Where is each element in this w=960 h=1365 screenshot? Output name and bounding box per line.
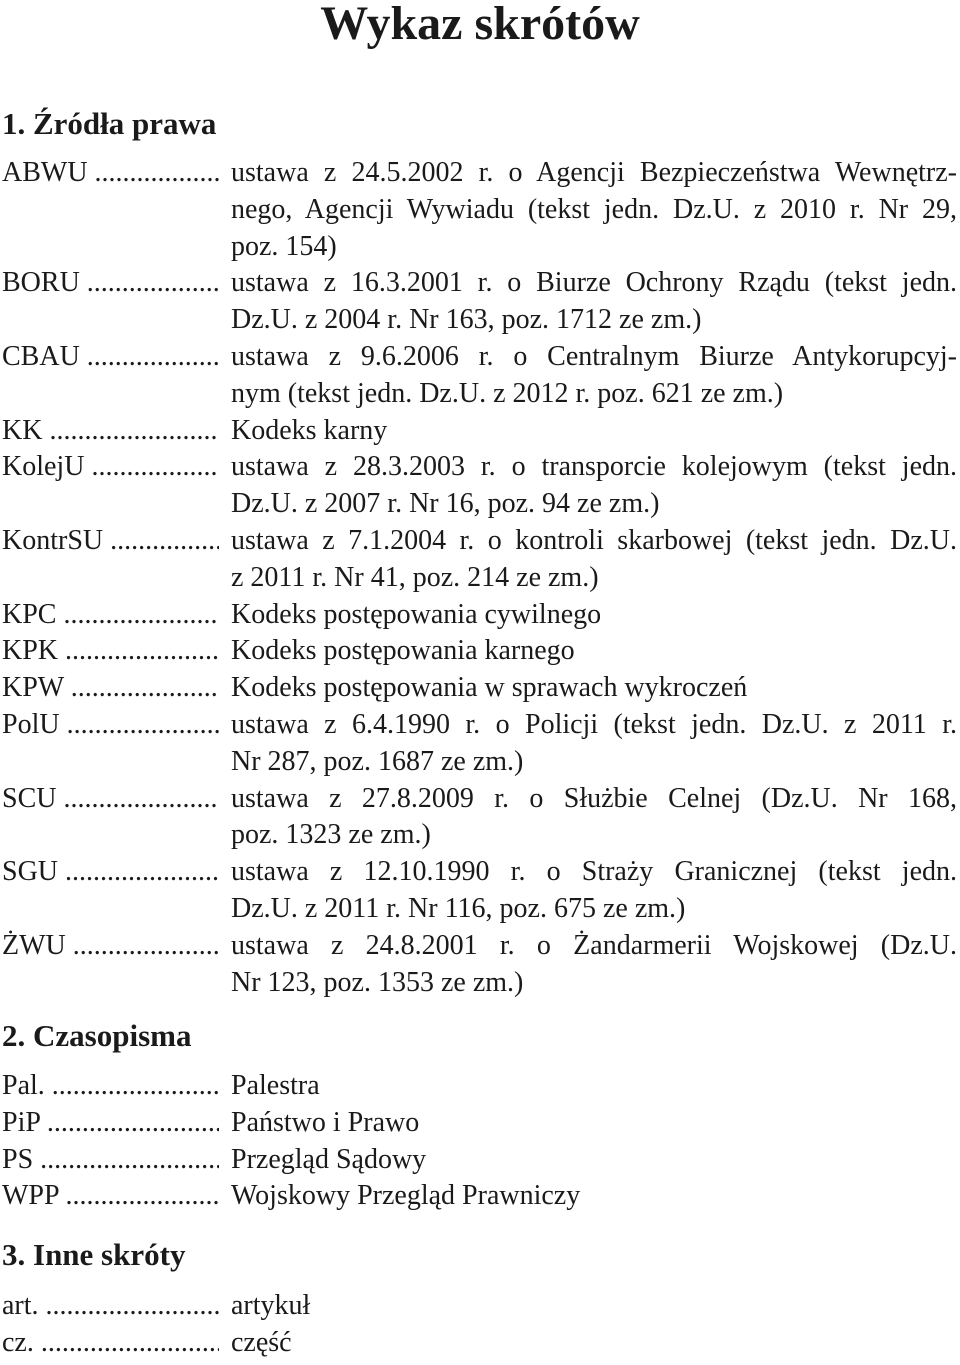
definition-line: Nr 287, poz. 1687 ze zm.) bbox=[231, 745, 524, 777]
abbreviation-definition bbox=[219, 1142, 957, 1179]
abbreviation-entry bbox=[0, 597, 960, 634]
definition-line: artykuł bbox=[231, 1290, 311, 1321]
abbreviation-term bbox=[0, 854, 219, 928]
abbreviation-term bbox=[0, 1325, 219, 1362]
abbreviation-definition bbox=[219, 854, 957, 928]
abbreviation-definition bbox=[219, 1325, 957, 1362]
abbreviation-term bbox=[0, 928, 219, 1002]
section-entries-journals bbox=[0, 1068, 960, 1215]
abbreviation-term-text: SCU bbox=[2, 782, 57, 814]
abbreviation-term bbox=[0, 1068, 219, 1105]
abbreviation-entry bbox=[0, 1178, 960, 1215]
abbreviation-term-text: SGU bbox=[2, 856, 59, 888]
abbreviation-entry bbox=[0, 1325, 960, 1362]
abbreviation-term bbox=[0, 707, 219, 781]
abbreviation-entry bbox=[0, 928, 960, 1002]
abbreviation-definition bbox=[219, 928, 957, 1002]
abbreviation-term bbox=[0, 670, 219, 707]
definition-line: ustawa z 9.6.2006 r. o Centralnym Biurze Antykorupcyj- bbox=[231, 340, 957, 372]
abbreviation-definition bbox=[219, 781, 957, 855]
abbreviation-entry bbox=[0, 670, 960, 707]
abbreviation-term bbox=[0, 339, 219, 413]
abbreviation-term-text: BORU bbox=[2, 267, 80, 299]
abbreviation-term-text: CBAU bbox=[2, 340, 80, 372]
abbreviation-entry bbox=[0, 449, 960, 523]
definition-line: ustawa z 24.5.2002 r. o Agencji Bezpieczeństwa Wewnętrz- bbox=[231, 157, 957, 188]
page-title: Wykaz skrótów bbox=[320, 0, 640, 50]
abbreviation-term bbox=[0, 633, 219, 670]
abbreviation-entry bbox=[0, 1288, 960, 1325]
definition-line: Kodeks postępowania w sprawach wykroczeń bbox=[231, 672, 748, 704]
abbreviation-definition bbox=[219, 707, 957, 781]
definition-line: ustawa z 27.8.2009 r. o Służbie Celnej (Dz.U. Nr 168, bbox=[231, 782, 957, 814]
definition-line: Państwo i Prawo bbox=[231, 1106, 420, 1138]
abbreviation-term bbox=[0, 1142, 219, 1179]
abbreviation-definition bbox=[219, 1288, 957, 1325]
definition-line: Dz.U. z 2007 r. Nr 16, poz. 94 ze zm.) bbox=[231, 488, 660, 520]
section-heading: 3. Inne skróty bbox=[2, 1237, 186, 1272]
abbreviation-term-text: WPP bbox=[2, 1180, 59, 1212]
abbreviation-definition bbox=[219, 670, 957, 707]
section-entries-other bbox=[0, 1288, 960, 1362]
definition-line: ustawa z 28.3.2003 r. o transporcie kolejowym (tekst jedn. bbox=[231, 451, 957, 483]
abbreviation-entry bbox=[0, 1068, 960, 1105]
abbreviation-definition bbox=[219, 597, 957, 634]
definition-line: ustawa z 24.8.2001 r. o Żandarmerii Wojskowej (Dz.U. bbox=[231, 929, 957, 961]
abbreviation-definition bbox=[219, 449, 957, 523]
abbreviation-entry bbox=[0, 781, 960, 855]
abbreviation-definition bbox=[219, 1178, 957, 1215]
abbreviation-term bbox=[0, 265, 219, 339]
abbreviation-term-text: ŻWU bbox=[2, 929, 66, 961]
abbreviation-term-text: PolU bbox=[2, 708, 60, 740]
abbreviation-term-text: art. bbox=[2, 1290, 39, 1321]
section-entries-sources bbox=[0, 155, 960, 1001]
abbreviation-definition bbox=[219, 1068, 957, 1105]
abbreviation-term bbox=[0, 449, 219, 523]
abbreviation-term bbox=[0, 597, 219, 634]
abbreviation-definition bbox=[219, 265, 957, 339]
definition-line: nego, Agencji Wywiadu (tekst jedn. Dz.U. z 2010 r. Nr 29, bbox=[231, 193, 957, 225]
abbreviation-term-text: ABWU bbox=[2, 157, 88, 188]
abbreviation-term-text: cz. bbox=[2, 1326, 34, 1358]
definition-line: nym (tekst jedn. Dz.U. z 2012 r. poz. 621 ze zm.) bbox=[231, 377, 784, 409]
abbreviation-term-text: KPW bbox=[2, 672, 64, 704]
abbreviation-term-text: PiP bbox=[2, 1106, 40, 1138]
abbreviation-entry bbox=[0, 854, 960, 928]
abbreviation-term bbox=[0, 1288, 219, 1325]
definition-line: część bbox=[231, 1326, 292, 1358]
abbreviation-entry bbox=[0, 339, 960, 413]
abbreviation-definition bbox=[219, 339, 957, 413]
definition-line: Kodeks karny bbox=[231, 414, 388, 446]
section-heading: 1. Źródła prawa bbox=[2, 106, 217, 141]
definition-line: Dz.U. z 2011 r. Nr 116, poz. 675 ze zm.) bbox=[231, 892, 686, 924]
section-heading: 2. Czasopisma bbox=[2, 1018, 192, 1053]
abbreviation-term-text: Pal. bbox=[2, 1070, 45, 1101]
abbreviation-term-text: KPK bbox=[2, 635, 59, 667]
abbreviation-entry bbox=[0, 1142, 960, 1179]
abbreviation-term-text: KK bbox=[2, 414, 43, 446]
definition-line: poz. 1323 ze zm.) bbox=[231, 819, 431, 851]
definition-line: Nr 123, poz. 1353 ze zm.) bbox=[231, 966, 524, 998]
abbreviation-entry bbox=[0, 707, 960, 781]
abbreviation-term-text: KPC bbox=[2, 598, 57, 630]
abbreviation-term-text: KolejU bbox=[2, 451, 85, 483]
definition-line: poz. 154) bbox=[231, 230, 337, 262]
definition-line: ustawa z 6.4.1990 r. o Policji (tekst jedn. Dz.U. z 2011 r. bbox=[231, 708, 957, 740]
abbreviation-term bbox=[0, 1105, 219, 1142]
abbreviation-entry bbox=[0, 1105, 960, 1142]
definition-line: ustawa z 16.3.2001 r. o Biurze Ochrony Rządu (tekst jedn. bbox=[231, 267, 957, 299]
abbreviation-term bbox=[0, 155, 219, 265]
abbreviation-entry bbox=[0, 413, 960, 450]
definition-line: Przegląd Sądowy bbox=[231, 1143, 427, 1175]
abbreviation-definition bbox=[219, 155, 957, 265]
abbreviation-term bbox=[0, 781, 219, 855]
abbreviation-term bbox=[0, 1178, 219, 1215]
abbreviation-term-text: KontrSU bbox=[2, 524, 104, 556]
abbreviation-entry bbox=[0, 523, 960, 597]
abbreviation-term bbox=[0, 413, 219, 450]
abbreviation-definition bbox=[219, 413, 957, 450]
definition-line: ustawa z 7.1.2004 r. o kontroli skarbowej (tekst jedn. Dz.U. bbox=[231, 524, 957, 556]
definition-line: ustawa z 12.10.1990 r. o Straży Granicznej (tekst jedn. bbox=[231, 856, 957, 888]
abbreviation-term-text: PS bbox=[2, 1143, 34, 1175]
abbreviation-entry bbox=[0, 633, 960, 670]
definition-line: Palestra bbox=[231, 1070, 320, 1101]
abbreviation-term bbox=[0, 523, 219, 597]
abbreviation-definition bbox=[219, 1105, 957, 1142]
abbreviation-definition bbox=[219, 633, 957, 670]
definition-line: Dz.U. z 2004 r. Nr 163, poz. 1712 ze zm.) bbox=[231, 304, 702, 336]
definition-line: Kodeks postępowania cywilnego bbox=[231, 598, 602, 630]
definition-line: z 2011 r. Nr 41, poz. 214 ze zm.) bbox=[231, 561, 599, 593]
abbreviation-entry bbox=[0, 265, 960, 339]
abbreviation-definition bbox=[219, 523, 957, 597]
definition-line: Kodeks postępowania karnego bbox=[231, 635, 575, 667]
definition-line: Wojskowy Przegląd Prawniczy bbox=[231, 1180, 581, 1212]
abbreviation-entry bbox=[0, 155, 960, 265]
